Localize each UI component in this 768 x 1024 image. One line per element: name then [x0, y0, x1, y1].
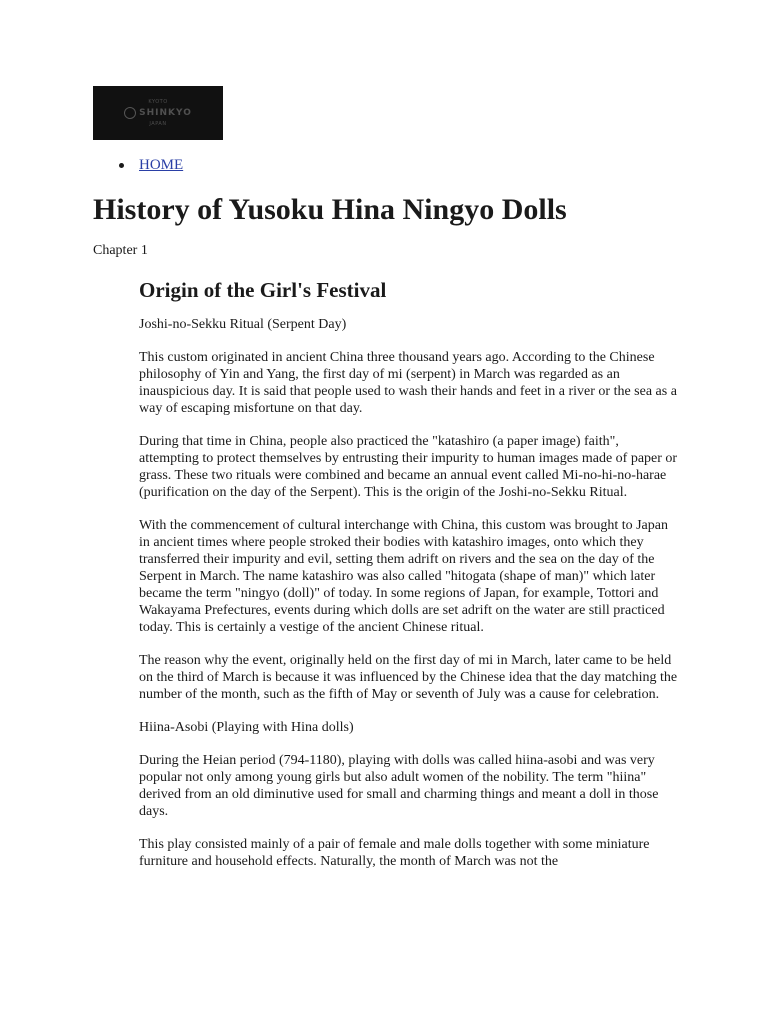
page-title: History of Yusoku Hina Ningyo Dolls	[93, 193, 567, 226]
paragraph: The reason why the event, originally held on the first day of mi in March, later came to be held on the third of March is because it was influenced by the Chinese idea that the day matching the number of the month, such as the fifth of May or seventh of July was a cause for celebration.	[139, 653, 678, 702]
article-body	[139, 276, 679, 886]
main-nav	[93, 155, 183, 175]
home-link[interactable]: HOME	[139, 157, 184, 173]
logo-top-text: KYOTO	[148, 99, 168, 105]
logo-name-text: SHINKYO	[139, 108, 192, 118]
chapter-label: Chapter 1	[93, 243, 148, 258]
subheading-hiina-asobi: Hiina-Asobi (Playing with Hina dolls)	[139, 720, 354, 735]
paragraph: This custom originated in ancient China three thousand years ago. According to the Chinese philosophy of Yin and Yang, the first day of mi (serpent) in March was regarded as an inauspicious day. It is said that people used to wash their hands and feet in a river or the sea as a way of escaping misfortune on that day.	[139, 350, 677, 416]
paragraph: This play consisted mainly of a pair of female and male dolls together with some miniature furniture and household effects. Naturally, the month of March was not the	[139, 837, 650, 869]
section-title: Origin of the Girl's Festival	[139, 278, 387, 302]
site-logo[interactable]	[93, 86, 223, 140]
paragraph: During that time in China, people also practiced the "katashiro (a paper image) faith", attempting to protect themselves by entrusting their impurity to human images made of paper or grass. These two rituals were combined and became an annual event called Mi-no-hi-no-harae (purification on the day of the Serpent). This is the origin of the Joshi-no-Sekku Ritual.	[139, 434, 678, 500]
paragraph: With the commencement of cultural interchange with China, this custom was brought to Japan in ancient times where people stroked their bodies with katashiro images, onto which they transferred their impurity and evil, setting them adrift on rivers and the sea on the day of the Serpent in March. The name katashiro was also called "hitogata (shape of man)" which later became the term "ningyo (doll)" of today. In some regions of Japan, for example, Tottori and Wakayama Prefectures, events during which dolls are set adrift on the water are still practiced today. This is certainly a vestige of the ancient Chinese ritual.	[139, 518, 668, 635]
subheading-serpent-day: Joshi-no-Sekku Ritual (Serpent Day)	[139, 317, 347, 332]
logo-bottom-text: JAPAN	[149, 121, 167, 127]
nav-item-home	[93, 155, 183, 175]
logo-wordmark	[124, 107, 192, 119]
logo-emblem-icon	[124, 107, 136, 119]
paragraph: During the Heian period (794-1180), playing with dolls was called hiina-asobi and was very popular not only among young girls but also adult women of the nobility. The term "hiina" derived from an old diminutive used for small and charming things and meant a doll in those days.	[139, 753, 659, 819]
